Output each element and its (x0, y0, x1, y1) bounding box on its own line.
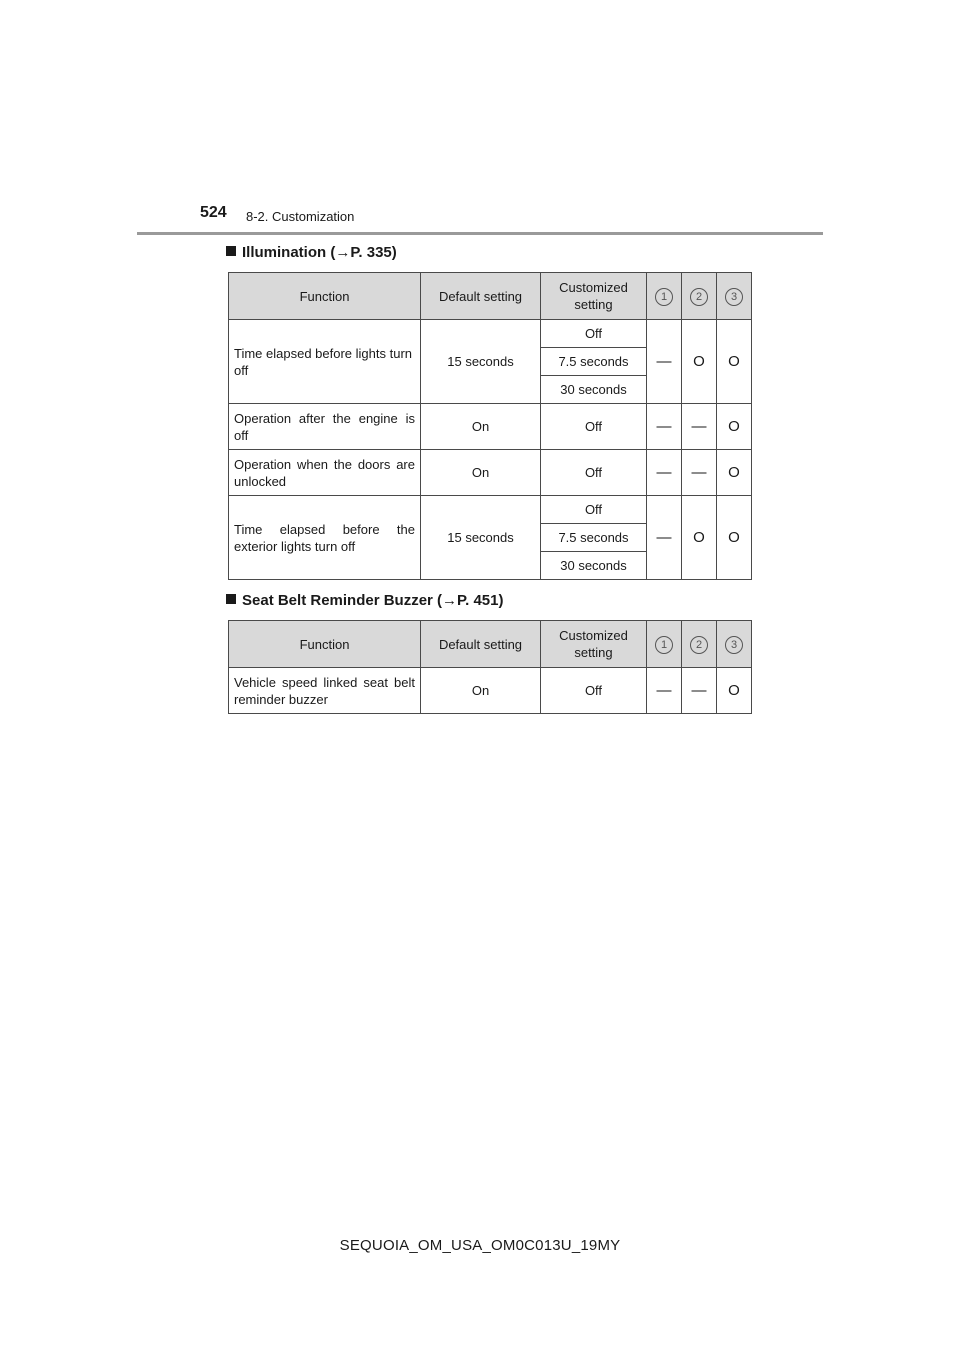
square-bullet-icon (226, 594, 236, 604)
circled-2-icon: 2 (690, 288, 708, 306)
option-cell: Off (541, 668, 647, 714)
square-bullet-icon (226, 246, 236, 256)
function-cell: Vehicle speed linked seat belt reminder buzzer (229, 668, 421, 714)
col1-cell: — (647, 668, 682, 714)
col3-cell: O (717, 404, 752, 450)
option-cell: Off (541, 404, 647, 450)
col2-cell: — (682, 404, 717, 450)
header-col-3 (717, 621, 752, 668)
header-col-2 (682, 621, 717, 668)
table-row (229, 404, 752, 450)
circled-3-icon: 3 (725, 288, 743, 306)
default-cell: On (421, 450, 541, 496)
header-function: Function (229, 621, 421, 668)
page-reference[interactable]: →P. 335) (335, 244, 397, 261)
function-cell: Operation after the engine is off (229, 404, 421, 450)
col2-cell: O (682, 320, 717, 404)
col1-cell: — (647, 496, 682, 580)
page-reference[interactable]: →P. 451) (442, 592, 504, 609)
option-cell: Off (541, 496, 647, 524)
circled-2-icon: 2 (690, 636, 708, 654)
header-default-setting: Default setting (421, 621, 541, 668)
header-col-2 (682, 273, 717, 320)
default-cell: On (421, 404, 541, 450)
default-cell: 15 seconds (421, 320, 541, 404)
option-cell: 30 seconds (541, 376, 647, 404)
header-col-3 (717, 273, 752, 320)
seat-belt-table (228, 620, 752, 714)
document-footer: SEQUOIA_OM_USA_OM0C013U_19MY (339, 1237, 621, 1254)
circled-1-icon: 1 (655, 636, 673, 654)
function-cell: Time elapsed before the exterior lights turn off (229, 496, 421, 580)
option-cell: Off (541, 320, 647, 348)
header-function: Function (229, 273, 421, 320)
header-divider (137, 232, 823, 235)
default-cell: On (421, 668, 541, 714)
header-customized-setting: Customized setting (541, 273, 647, 320)
option-cell: Off (541, 450, 647, 496)
col1-cell: — (647, 450, 682, 496)
col2-cell: — (682, 450, 717, 496)
section-title: 8-2. Customization (246, 209, 355, 224)
table-row (229, 320, 752, 348)
option-cell: 7.5 seconds (541, 524, 647, 552)
col3-cell: O (717, 450, 752, 496)
table-header-row (229, 621, 752, 668)
header-col-1 (647, 273, 682, 320)
table-header-row (229, 273, 752, 320)
illumination-table (228, 272, 752, 580)
option-cell: 7.5 seconds (541, 348, 647, 376)
page-number: 524 (200, 204, 227, 221)
option-cell: 30 seconds (541, 552, 647, 580)
function-cell: Time elapsed before lights turn off (229, 320, 421, 404)
col1-cell: — (647, 320, 682, 404)
header-customized-setting: Customized setting (541, 621, 647, 668)
col3-cell: O (717, 496, 752, 580)
circled-1-icon: 1 (655, 288, 673, 306)
header-default-setting: Default setting (421, 273, 541, 320)
table-row (229, 668, 752, 714)
table-row (229, 450, 752, 496)
seat-belt-heading: Seat Belt Reminder Buzzer (→P. 451) (226, 592, 503, 609)
col1-cell: — (647, 404, 682, 450)
header-col-1 (647, 621, 682, 668)
default-cell: 15 seconds (421, 496, 541, 580)
col3-cell: O (717, 320, 752, 404)
col2-cell: — (682, 668, 717, 714)
illumination-heading: Illumination (→P. 335) (226, 244, 397, 261)
circled-3-icon: 3 (725, 636, 743, 654)
col2-cell: O (682, 496, 717, 580)
col3-cell: O (717, 668, 752, 714)
function-cell: Operation when the doors are unlocked (229, 450, 421, 496)
table-row (229, 496, 752, 524)
